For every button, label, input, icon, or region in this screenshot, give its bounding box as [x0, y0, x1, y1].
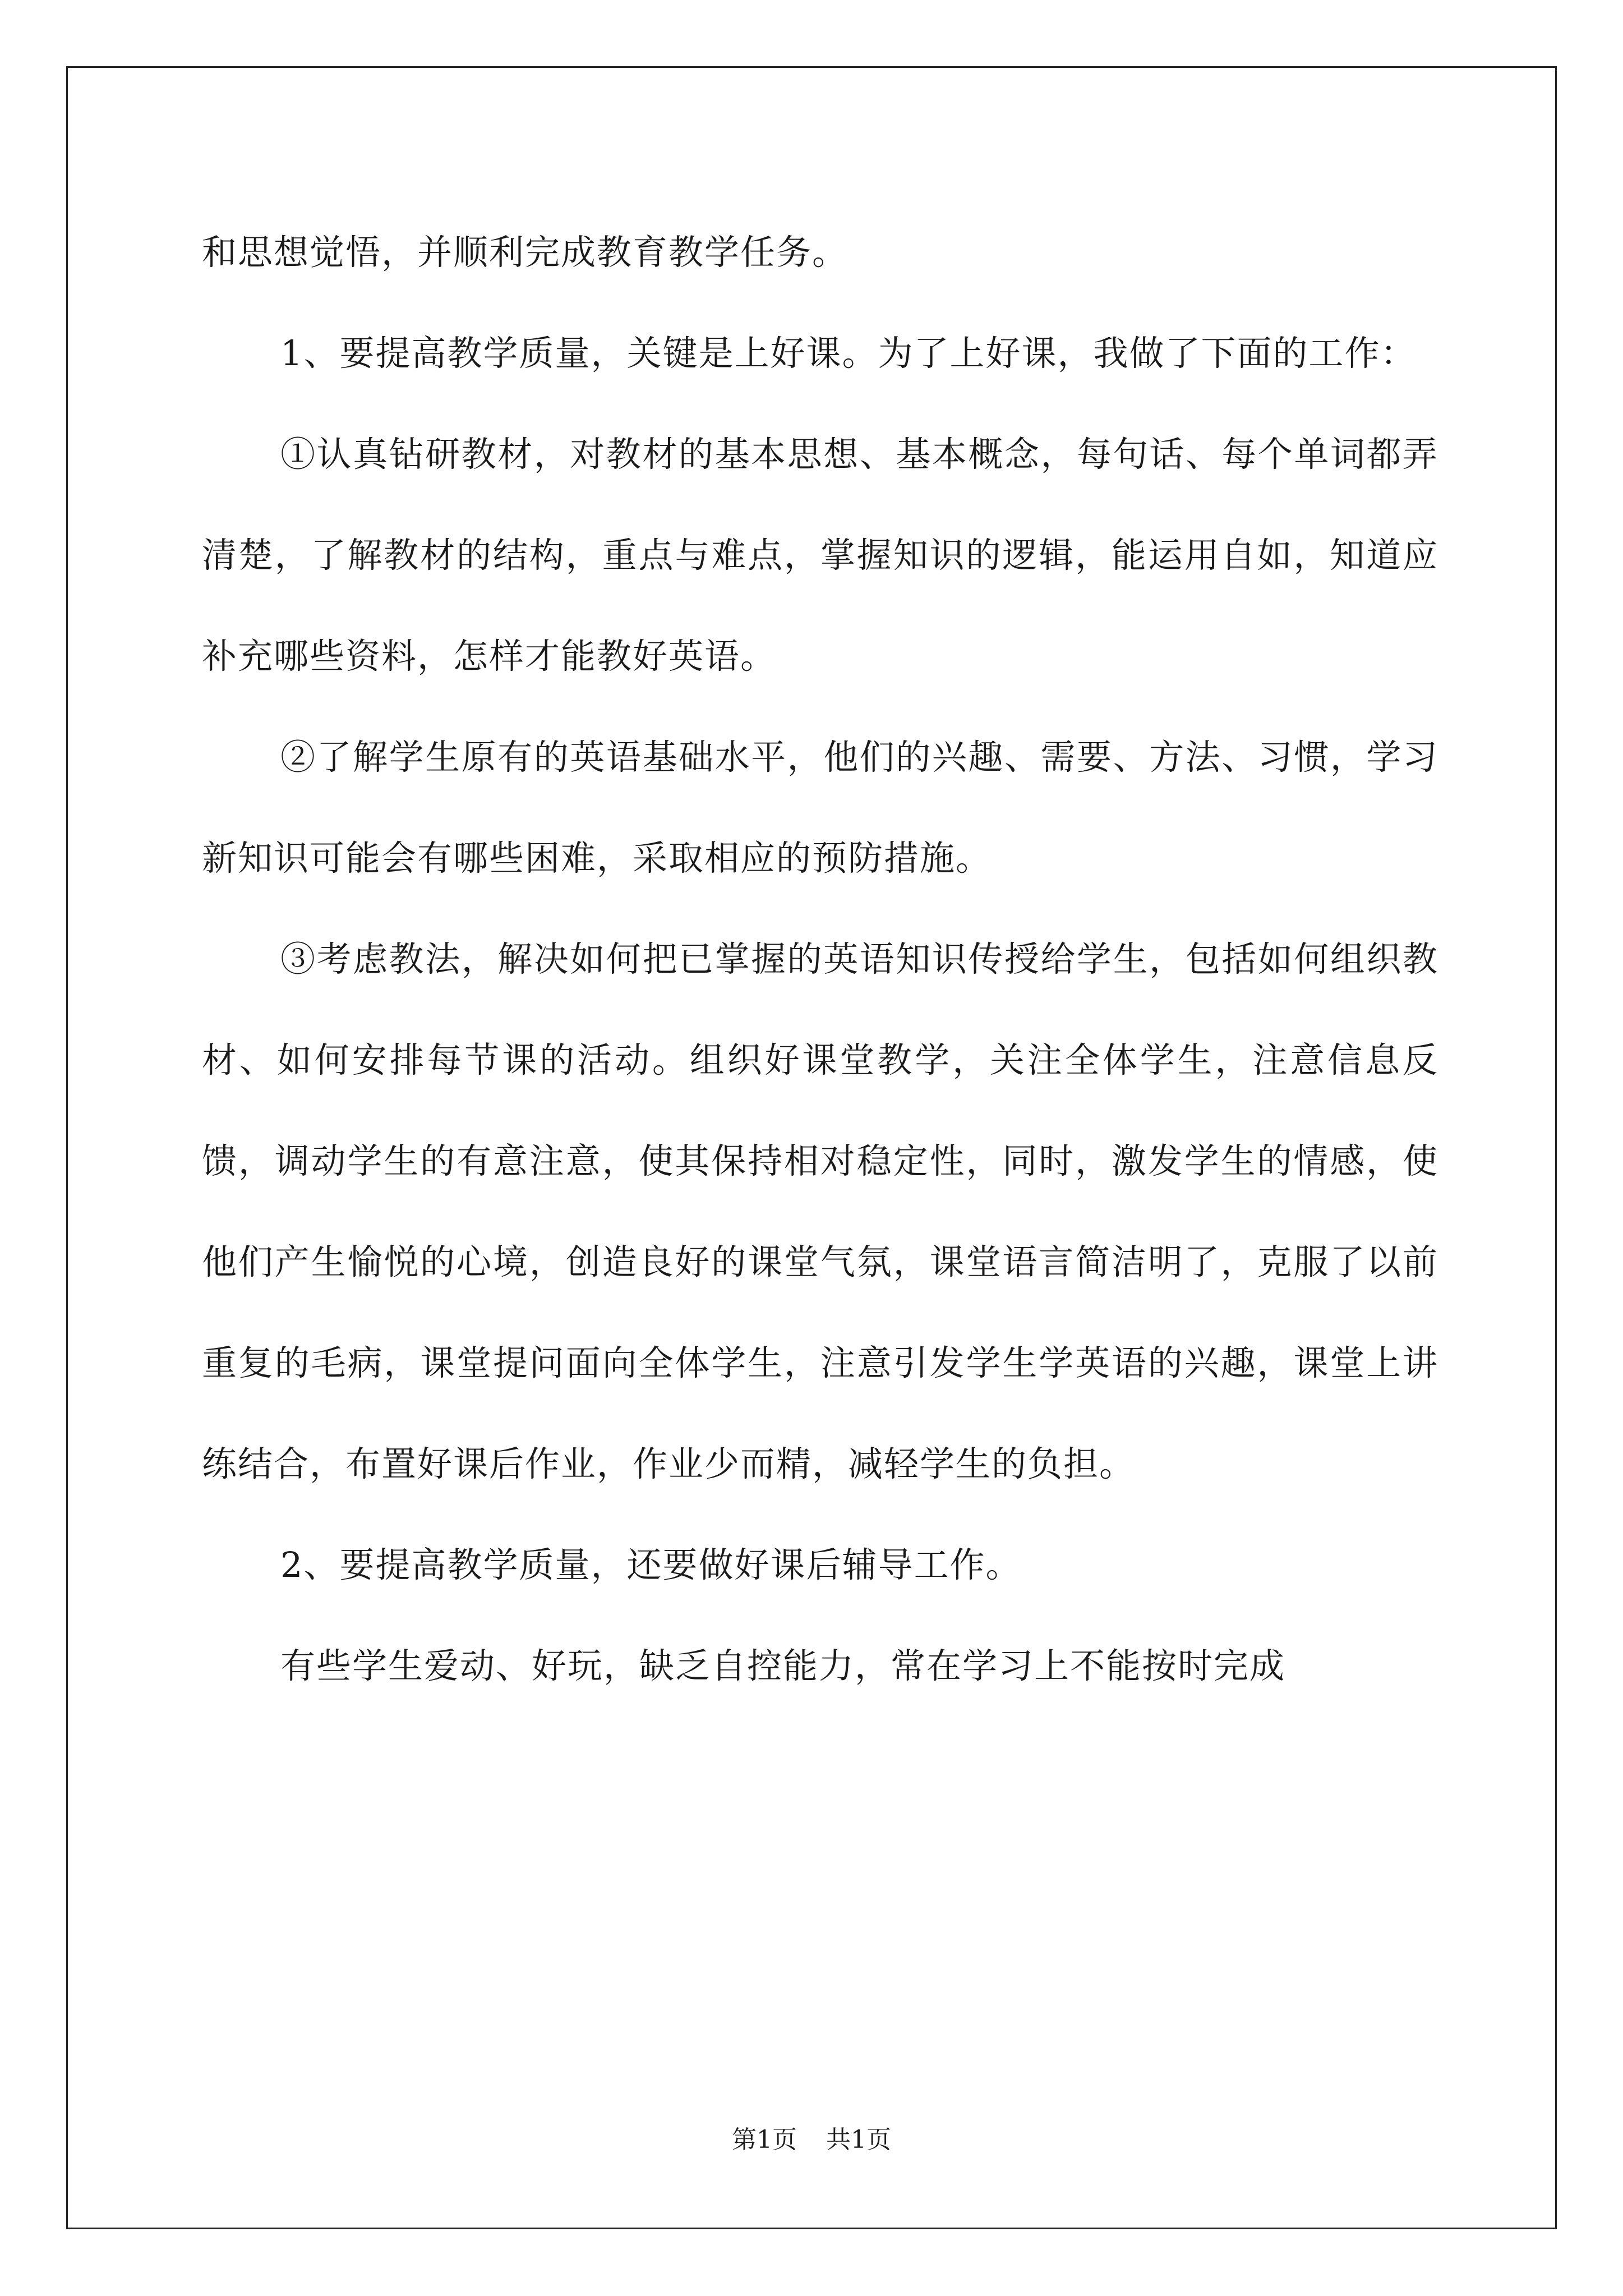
paragraph: ③考虑教法，解决如何把已掌握的英语知识传授给学生，包括如何组织教材、如何安排每节课的活动。组织好课堂教学，关注全体学生，注意信息反馈，调动学生的有意注意，使其保持相对稳定性，同时，激发学生的情感，使他们产生愉悦的心境，创造良好的课堂气氛，课堂语言简洁明了，克服了以前重复的毛病，课堂提问面向全体学生，注意引发学生学英语的兴趣，课堂上讲练结合，布置好课后作业，作业少而精，减轻学生的负担。: [202, 938, 1438, 1484]
page-footer: [0, 2123, 1623, 2157]
paragraph: ②了解学生原有的英语基础水平，他们的兴趣、需要、方法、习惯，学习新知识可能会有哪些困难，采取相应的预防措施。: [202, 737, 1438, 878]
paragraph: ①认真钻研教材，对教材的基本思想、基本概念，每句话、每个单词都弄清楚，了解教材的结构，重点与难点，掌握知识的逻辑，能运用自如，知道应补充哪些资料，怎样才能教好英语。: [202, 434, 1438, 677]
page-total: 共1页: [826, 2125, 891, 2154]
page-number: 第1页: [732, 2125, 797, 2154]
paragraph: 2、要提高教学质量，还要做好课后辅导工作。: [280, 1544, 1022, 1585]
paragraph: 1、要提高教学质量，关键是上好课。为了上好课，我做了下面的工作：: [280, 333, 1417, 374]
paragraph: 有些学生爱动、好玩，缺乏自控能力，常在学习上不能按时完成: [280, 1645, 1286, 1686]
paragraph: 和思想觉悟，并顺利完成教育教学任务。: [202, 232, 849, 273]
document-body: [202, 202, 1438, 1717]
